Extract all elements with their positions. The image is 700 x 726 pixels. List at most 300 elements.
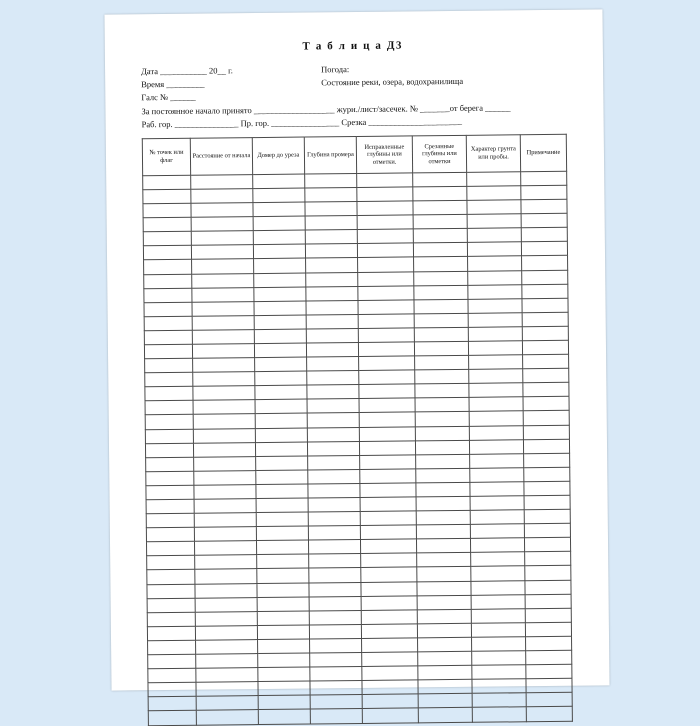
- table-cell[interactable]: [472, 693, 526, 708]
- table-cell[interactable]: [467, 172, 521, 187]
- table-cell[interactable]: [309, 596, 361, 611]
- table-cell[interactable]: [414, 271, 468, 286]
- table-cell[interactable]: [257, 597, 309, 612]
- table-cell[interactable]: [413, 229, 467, 244]
- table-cell[interactable]: [360, 525, 416, 540]
- table-cell[interactable]: [196, 682, 258, 697]
- table-cell[interactable]: [467, 186, 521, 201]
- table-cell[interactable]: [253, 230, 305, 245]
- table-cell[interactable]: [144, 344, 192, 359]
- table-cell[interactable]: [361, 596, 417, 611]
- table-cell[interactable]: [524, 538, 570, 553]
- table-cell[interactable]: [470, 510, 524, 525]
- table-cell[interactable]: [195, 583, 257, 598]
- table-cell[interactable]: [521, 185, 567, 200]
- table-cell[interactable]: [469, 425, 523, 440]
- table-cell[interactable]: [522, 298, 568, 313]
- table-cell[interactable]: [523, 439, 569, 454]
- table-cell[interactable]: [305, 244, 357, 259]
- table-cell[interactable]: [309, 568, 361, 583]
- table-cell[interactable]: [359, 384, 415, 399]
- table-cell[interactable]: [522, 284, 568, 299]
- table-cell[interactable]: [360, 497, 416, 512]
- table-cell[interactable]: [469, 397, 523, 412]
- table-cell[interactable]: [362, 652, 418, 667]
- table-cell[interactable]: [255, 428, 307, 443]
- table-cell[interactable]: [362, 694, 418, 709]
- table-cell[interactable]: [307, 385, 359, 400]
- table-cell[interactable]: [361, 553, 417, 568]
- table-cell[interactable]: [357, 201, 413, 216]
- table-cell[interactable]: [191, 217, 253, 232]
- table-cell[interactable]: [145, 386, 193, 401]
- table-cell[interactable]: [416, 510, 470, 525]
- table-cell[interactable]: [414, 341, 468, 356]
- table-cell[interactable]: [254, 258, 306, 273]
- table-cell[interactable]: [469, 369, 523, 384]
- table-cell[interactable]: [468, 284, 522, 299]
- table-cell[interactable]: [358, 257, 414, 272]
- table-cell[interactable]: [523, 425, 569, 440]
- table-cell[interactable]: [310, 709, 362, 724]
- table-cell[interactable]: [193, 442, 255, 457]
- table-cell[interactable]: [523, 411, 569, 426]
- table-cell[interactable]: [147, 570, 195, 585]
- table-cell[interactable]: [362, 708, 418, 723]
- table-cell[interactable]: [358, 342, 414, 357]
- table-cell[interactable]: [526, 650, 572, 665]
- table-cell[interactable]: [192, 287, 254, 302]
- table-cell[interactable]: [147, 584, 195, 599]
- table-cell[interactable]: [357, 215, 413, 230]
- table-cell[interactable]: [191, 203, 253, 218]
- table-cell[interactable]: [146, 527, 194, 542]
- table-cell[interactable]: [415, 370, 469, 385]
- table-cell[interactable]: [415, 412, 469, 427]
- table-cell[interactable]: [525, 566, 571, 581]
- table-cell[interactable]: [307, 427, 359, 442]
- table-cell[interactable]: [470, 524, 524, 539]
- table-cell[interactable]: [524, 495, 570, 510]
- table-cell[interactable]: [194, 484, 256, 499]
- table-cell[interactable]: [258, 653, 310, 668]
- table-cell[interactable]: [471, 580, 525, 595]
- table-cell[interactable]: [191, 189, 253, 204]
- table-cell[interactable]: [192, 301, 254, 316]
- table-cell[interactable]: [310, 681, 362, 696]
- table-cell[interactable]: [362, 638, 418, 653]
- table-cell[interactable]: [468, 313, 522, 328]
- table-cell[interactable]: [523, 397, 569, 412]
- table-cell[interactable]: [467, 200, 521, 215]
- table-cell[interactable]: [148, 711, 196, 726]
- table-cell[interactable]: [258, 695, 310, 710]
- table-cell[interactable]: [467, 214, 521, 229]
- table-cell[interactable]: [146, 485, 194, 500]
- table-cell[interactable]: [524, 481, 570, 496]
- table-cell[interactable]: [258, 639, 310, 654]
- table-cell[interactable]: [416, 525, 470, 540]
- table-cell[interactable]: [522, 312, 568, 327]
- table-cell[interactable]: [360, 483, 416, 498]
- table-cell[interactable]: [358, 271, 414, 286]
- table-cell[interactable]: [416, 454, 470, 469]
- table-cell[interactable]: [146, 542, 194, 557]
- table-cell[interactable]: [192, 329, 254, 344]
- table-cell[interactable]: [148, 697, 196, 712]
- table-cell[interactable]: [145, 443, 193, 458]
- table-cell[interactable]: [192, 315, 254, 330]
- table-cell[interactable]: [195, 625, 257, 640]
- table-cell[interactable]: [143, 231, 191, 246]
- table-cell[interactable]: [309, 624, 361, 639]
- table-cell[interactable]: [469, 439, 523, 454]
- table-cell[interactable]: [357, 229, 413, 244]
- table-cell[interactable]: [472, 637, 526, 652]
- table-cell[interactable]: [193, 386, 255, 401]
- table-cell[interactable]: [467, 242, 521, 257]
- table-cell[interactable]: [358, 314, 414, 329]
- table-cell[interactable]: [195, 569, 257, 584]
- table-cell[interactable]: [193, 372, 255, 387]
- table-cell[interactable]: [526, 679, 572, 694]
- table-cell[interactable]: [255, 442, 307, 457]
- table-cell[interactable]: [308, 540, 360, 555]
- table-cell[interactable]: [471, 623, 525, 638]
- table-cell[interactable]: [255, 399, 307, 414]
- table-cell[interactable]: [195, 555, 257, 570]
- table-cell[interactable]: [469, 411, 523, 426]
- table-cell[interactable]: [470, 453, 524, 468]
- table-cell[interactable]: [360, 511, 416, 526]
- table-cell[interactable]: [256, 498, 308, 513]
- table-cell[interactable]: [413, 243, 467, 258]
- table-cell[interactable]: [522, 270, 568, 285]
- table-cell[interactable]: [521, 171, 567, 186]
- table-cell[interactable]: [194, 456, 256, 471]
- table-cell[interactable]: [147, 556, 195, 571]
- table-cell[interactable]: [471, 594, 525, 609]
- table-cell[interactable]: [306, 272, 358, 287]
- table-cell[interactable]: [523, 354, 569, 369]
- table-cell[interactable]: [358, 286, 414, 301]
- table-cell[interactable]: [307, 399, 359, 414]
- table-cell[interactable]: [359, 398, 415, 413]
- table-cell[interactable]: [362, 666, 418, 681]
- table-cell[interactable]: [307, 357, 359, 372]
- table-cell[interactable]: [308, 497, 360, 512]
- table-cell[interactable]: [191, 231, 253, 246]
- table-cell[interactable]: [254, 301, 306, 316]
- table-cell[interactable]: [360, 469, 416, 484]
- table-cell[interactable]: [308, 469, 360, 484]
- table-cell[interactable]: [257, 583, 309, 598]
- table-cell[interactable]: [417, 623, 471, 638]
- table-cell[interactable]: [414, 313, 468, 328]
- table-cell[interactable]: [472, 651, 526, 666]
- table-cell[interactable]: [255, 357, 307, 372]
- table-cell[interactable]: [358, 328, 414, 343]
- table-cell[interactable]: [256, 540, 308, 555]
- table-cell[interactable]: [521, 199, 567, 214]
- table-cell[interactable]: [196, 668, 258, 683]
- table-cell[interactable]: [308, 483, 360, 498]
- table-cell[interactable]: [146, 513, 194, 528]
- table-cell[interactable]: [362, 680, 418, 695]
- table-cell[interactable]: [305, 202, 357, 217]
- table-cell[interactable]: [416, 496, 470, 511]
- table-cell[interactable]: [526, 636, 572, 651]
- table-cell[interactable]: [308, 512, 360, 527]
- table-cell[interactable]: [253, 202, 305, 217]
- table-cell[interactable]: [361, 610, 417, 625]
- table-cell[interactable]: [195, 597, 257, 612]
- table-cell[interactable]: [306, 328, 358, 343]
- table-cell[interactable]: [525, 608, 571, 623]
- table-cell[interactable]: [417, 581, 471, 596]
- table-cell[interactable]: [193, 414, 255, 429]
- table-cell[interactable]: [417, 553, 471, 568]
- table-cell[interactable]: [256, 470, 308, 485]
- table-cell[interactable]: [359, 426, 415, 441]
- table-cell[interactable]: [306, 300, 358, 315]
- table-cell[interactable]: [146, 471, 194, 486]
- table-cell[interactable]: [146, 499, 194, 514]
- table-cell[interactable]: [191, 174, 253, 189]
- table-cell[interactable]: [467, 228, 521, 243]
- table-cell[interactable]: [361, 624, 417, 639]
- table-cell[interactable]: [254, 273, 306, 288]
- table-cell[interactable]: [195, 611, 257, 626]
- table-cell[interactable]: [522, 256, 568, 271]
- table-cell[interactable]: [256, 512, 308, 527]
- table-cell[interactable]: [415, 384, 469, 399]
- table-cell[interactable]: [524, 453, 570, 468]
- table-cell[interactable]: [415, 426, 469, 441]
- table-cell[interactable]: [418, 680, 472, 695]
- table-cell[interactable]: [468, 256, 522, 271]
- table-cell[interactable]: [256, 484, 308, 499]
- table-cell[interactable]: [309, 610, 361, 625]
- table-cell[interactable]: [413, 186, 467, 201]
- table-cell[interactable]: [309, 582, 361, 597]
- table-cell[interactable]: [413, 200, 467, 215]
- table-cell[interactable]: [417, 595, 471, 610]
- table-cell[interactable]: [143, 175, 191, 190]
- table-cell[interactable]: [147, 626, 195, 641]
- table-cell[interactable]: [414, 285, 468, 300]
- table-cell[interactable]: [255, 385, 307, 400]
- table-cell[interactable]: [416, 539, 470, 554]
- table-cell[interactable]: [254, 343, 306, 358]
- table-cell[interactable]: [472, 665, 526, 680]
- table-cell[interactable]: [526, 707, 572, 722]
- table-cell[interactable]: [360, 455, 416, 470]
- table-cell[interactable]: [414, 257, 468, 272]
- table-cell[interactable]: [415, 355, 469, 370]
- table-cell[interactable]: [305, 230, 357, 245]
- table-cell[interactable]: [194, 499, 256, 514]
- table-cell[interactable]: [525, 594, 571, 609]
- table-cell[interactable]: [144, 260, 192, 275]
- table-cell[interactable]: [418, 694, 472, 709]
- table-cell[interactable]: [469, 355, 523, 370]
- table-cell[interactable]: [144, 288, 192, 303]
- table-cell[interactable]: [521, 228, 567, 243]
- table-cell[interactable]: [521, 242, 567, 257]
- table-cell[interactable]: [191, 245, 253, 260]
- table-cell[interactable]: [310, 667, 362, 682]
- table-cell[interactable]: [418, 665, 472, 680]
- table-cell[interactable]: [144, 274, 192, 289]
- table-cell[interactable]: [143, 246, 191, 261]
- table-cell[interactable]: [360, 539, 416, 554]
- table-cell[interactable]: [359, 441, 415, 456]
- table-cell[interactable]: [524, 523, 570, 538]
- table-cell[interactable]: [306, 258, 358, 273]
- table-cell[interactable]: [144, 330, 192, 345]
- table-cell[interactable]: [413, 172, 467, 187]
- table-cell[interactable]: [468, 270, 522, 285]
- table-cell[interactable]: [144, 302, 192, 317]
- table-cell[interactable]: [193, 428, 255, 443]
- table-cell[interactable]: [257, 554, 309, 569]
- table-cell[interactable]: [254, 315, 306, 330]
- table-cell[interactable]: [414, 299, 468, 314]
- table-cell[interactable]: [143, 189, 191, 204]
- table-cell[interactable]: [193, 358, 255, 373]
- table-cell[interactable]: [361, 567, 417, 582]
- table-cell[interactable]: [525, 552, 571, 567]
- table-cell[interactable]: [357, 243, 413, 258]
- table-cell[interactable]: [472, 707, 526, 722]
- table-cell[interactable]: [145, 358, 193, 373]
- table-cell[interactable]: [522, 340, 568, 355]
- table-cell[interactable]: [415, 398, 469, 413]
- table-cell[interactable]: [305, 187, 357, 202]
- table-cell[interactable]: [361, 581, 417, 596]
- table-cell[interactable]: [148, 682, 196, 697]
- table-cell[interactable]: [469, 383, 523, 398]
- table-cell[interactable]: [310, 653, 362, 668]
- table-cell[interactable]: [306, 286, 358, 301]
- table-cell[interactable]: [307, 371, 359, 386]
- table-cell[interactable]: [255, 371, 307, 386]
- table-cell[interactable]: [258, 667, 310, 682]
- table-cell[interactable]: [415, 440, 469, 455]
- table-cell[interactable]: [146, 457, 194, 472]
- table-cell[interactable]: [413, 214, 467, 229]
- table-cell[interactable]: [194, 470, 256, 485]
- table-cell[interactable]: [471, 609, 525, 624]
- table-cell[interactable]: [357, 187, 413, 202]
- table-cell[interactable]: [145, 429, 193, 444]
- table-cell[interactable]: [194, 513, 256, 528]
- table-cell[interactable]: [414, 327, 468, 342]
- table-cell[interactable]: [359, 412, 415, 427]
- table-cell[interactable]: [145, 415, 193, 430]
- table-cell[interactable]: [194, 527, 256, 542]
- table-cell[interactable]: [143, 203, 191, 218]
- table-cell[interactable]: [472, 679, 526, 694]
- table-cell[interactable]: [144, 316, 192, 331]
- table-cell[interactable]: [523, 383, 569, 398]
- table-cell[interactable]: [256, 526, 308, 541]
- table-cell[interactable]: [306, 342, 358, 357]
- table-cell[interactable]: [416, 482, 470, 497]
- table-cell[interactable]: [254, 329, 306, 344]
- table-cell[interactable]: [305, 173, 357, 188]
- table-cell[interactable]: [308, 526, 360, 541]
- table-cell[interactable]: [523, 368, 569, 383]
- table-cell[interactable]: [192, 344, 254, 359]
- table-cell[interactable]: [196, 640, 258, 655]
- table-cell[interactable]: [418, 637, 472, 652]
- table-cell[interactable]: [470, 538, 524, 553]
- table-cell[interactable]: [310, 638, 362, 653]
- table-cell[interactable]: [148, 654, 196, 669]
- table-cell[interactable]: [521, 213, 567, 228]
- table-cell[interactable]: [524, 467, 570, 482]
- table-cell[interactable]: [145, 401, 193, 416]
- table-cell[interactable]: [308, 455, 360, 470]
- table-cell[interactable]: [417, 609, 471, 624]
- table-cell[interactable]: [470, 496, 524, 511]
- table-cell[interactable]: [471, 552, 525, 567]
- table-cell[interactable]: [253, 188, 305, 203]
- table-cell[interactable]: [196, 710, 258, 725]
- table-cell[interactable]: [196, 654, 258, 669]
- table-cell[interactable]: [254, 287, 306, 302]
- table-cell[interactable]: [257, 611, 309, 626]
- table-cell[interactable]: [193, 400, 255, 415]
- table-cell[interactable]: [196, 696, 258, 711]
- table-cell[interactable]: [192, 259, 254, 274]
- table-cell[interactable]: [359, 370, 415, 385]
- table-cell[interactable]: [147, 612, 195, 627]
- table-cell[interactable]: [257, 569, 309, 584]
- table-cell[interactable]: [522, 326, 568, 341]
- table-cell[interactable]: [418, 651, 472, 666]
- table-cell[interactable]: [358, 300, 414, 315]
- table-cell[interactable]: [192, 273, 254, 288]
- table-cell[interactable]: [194, 541, 256, 556]
- table-cell[interactable]: [526, 664, 572, 679]
- table-cell[interactable]: [417, 567, 471, 582]
- table-cell[interactable]: [258, 709, 310, 724]
- table-cell[interactable]: [309, 554, 361, 569]
- table-cell[interactable]: [257, 625, 309, 640]
- table-cell[interactable]: [525, 580, 571, 595]
- table-cell[interactable]: [253, 174, 305, 189]
- table-cell[interactable]: [468, 327, 522, 342]
- table-cell[interactable]: [470, 468, 524, 483]
- table-cell[interactable]: [416, 468, 470, 483]
- table-cell[interactable]: [525, 622, 571, 637]
- table-cell[interactable]: [147, 598, 195, 613]
- table-cell[interactable]: [468, 298, 522, 313]
- table-cell[interactable]: [310, 695, 362, 710]
- table-cell[interactable]: [470, 482, 524, 497]
- table-cell[interactable]: [307, 413, 359, 428]
- table-cell[interactable]: [148, 640, 196, 655]
- table-cell[interactable]: [524, 509, 570, 524]
- table-cell[interactable]: [148, 668, 196, 683]
- table-cell[interactable]: [256, 456, 308, 471]
- table-cell[interactable]: [306, 314, 358, 329]
- table-cell[interactable]: [471, 566, 525, 581]
- table-cell[interactable]: [145, 372, 193, 387]
